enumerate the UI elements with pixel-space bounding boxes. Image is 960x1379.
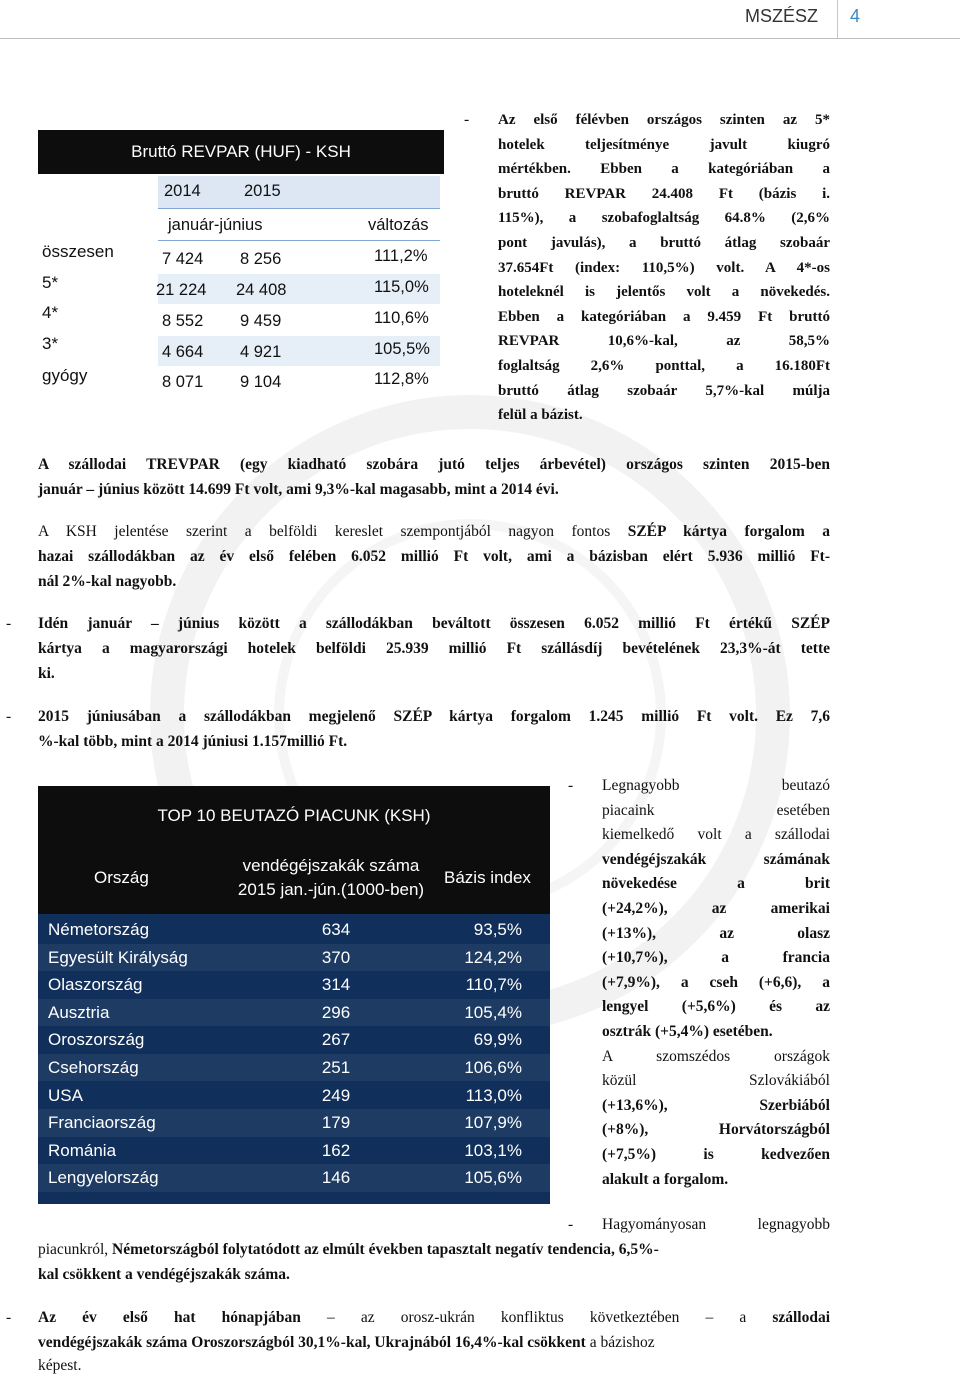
revpar-row-label: 4* [42, 303, 59, 322]
index-cell: 110,7% [465, 975, 522, 995]
russia-period-text: Az év első hat hónapjában [38, 1309, 301, 1326]
top10-markets-table [38, 786, 550, 1204]
index-cell: 124,2% [464, 947, 522, 967]
revpar-cell: 9 104 [240, 373, 282, 391]
szep-intro-text: A KSH jelentése szerint a belföldi kereslet szempontjából nagyon fontos [38, 523, 628, 540]
country-cell: Ausztria [48, 1002, 110, 1022]
markets-bullet-line: kiemelkedő volt a szállodai [602, 826, 830, 844]
markets-bullet-line: (+10,7%), a francia [602, 949, 830, 967]
bullet-dash: - [568, 777, 574, 794]
header-divider [837, 0, 838, 38]
nights-cell: 634 [321, 920, 351, 939]
page-number: 4 [849, 6, 860, 26]
top10-header-row [38, 848, 550, 914]
germany-highlight-text: Németországból folytatódott az elmúlt években tapasztalt negatív tendencia, 6,5%- [112, 1241, 659, 1258]
szep-bullet-2-line-2: %-kal több, mint a 2014 júniusi 1.157millió Ft. [38, 733, 348, 750]
index-cell: 106,6% [464, 1058, 522, 1077]
revpar-cell: 24 408 [236, 281, 287, 299]
top10-row [38, 916, 550, 943]
revpar-cell: 8 256 [240, 250, 282, 268]
top10-body [38, 914, 550, 1204]
revpar-row-label: 3* [42, 334, 59, 353]
revpar-cell: 4 664 [162, 343, 204, 361]
markets-bullet-line: vendégéjszakák számának [602, 850, 830, 868]
revpar-table-title: Bruttó REVPAR (HUF) - KSH [38, 130, 444, 174]
revpar-year-2015: 2015 [244, 182, 281, 200]
five-star-bullet-line: pont javulás), a bruttó átlag szobaár [498, 234, 830, 251]
index-cell: 93,5% [473, 920, 522, 939]
nights-cell: 249 [321, 1085, 351, 1105]
revpar-cell: 21 224 [156, 281, 207, 299]
markets-bullet-line: (+7,5%) is kedvezően [602, 1145, 830, 1163]
germany-bullet-line-3: kal csökkent a vendégéjszakák száma. [38, 1266, 290, 1283]
szep-paragraph-line-3: nál 2%-kal nagyobb. [38, 573, 177, 590]
top10-title: TOP 10 BEUTAZÓ PIACUNK (KSH) [157, 806, 431, 825]
russia-bullet-line-1 [38, 1306, 830, 1331]
szep-paragraph-line-1 [38, 520, 830, 545]
five-star-bullet-line: REVPAR 10,6%-kal, az 58,5% [498, 333, 830, 350]
revpar-year-2014: 2014 [164, 182, 201, 200]
markets-bullet-line: piacaink esetében [602, 801, 830, 819]
revpar-cell: 112,8% [374, 370, 429, 388]
top10-row [38, 971, 550, 998]
top10-row [38, 999, 550, 1026]
russia-hotel-text: szállodai [772, 1309, 831, 1326]
top10-row [38, 1026, 550, 1053]
revpar-change-label: változás [368, 216, 429, 234]
revpar-cell: 4 921 [240, 343, 282, 361]
markets-bullet-line: (+24,2%), az amerikai [602, 899, 830, 917]
index-cell: 113,0% [465, 1085, 522, 1105]
revpar-cell: 110,6% [374, 309, 429, 327]
five-star-bullet-line: felül a bázist. [498, 407, 583, 424]
nights-cell: 267 [321, 1030, 351, 1050]
markets-bullet-line: alakult a forgalom. [602, 1170, 729, 1188]
revpar-cell: 8 071 [162, 373, 204, 391]
five-star-bullet-line: bruttó REVPAR 24.408 Ft (bázis i. [498, 185, 830, 202]
markets-bullet-line: közül Szlovákiából [602, 1072, 830, 1090]
country-cell: Oroszország [48, 1030, 145, 1050]
header-title: MSZÉSZ [744, 6, 818, 26]
markets-bullet-line: növekedése a brit [602, 875, 830, 893]
russia-base-text: a bázishoz [585, 1334, 655, 1351]
five-star-bullet [498, 108, 830, 428]
five-star-bullet-line: foglaltság 2,6% ponttal, a 16.180Ft [498, 357, 830, 374]
five-star-bullet-line: hoteleknél is jelentős volt a növekedés. [498, 284, 830, 301]
nights-cell: 146 [321, 1168, 351, 1188]
five-star-bullet-line: Ebben a kategóriában a 9.459 Ft bruttó [498, 308, 830, 325]
country-cell: Csehország [48, 1058, 139, 1077]
revpar-row-label: 5* [42, 273, 59, 292]
bullet-dash: - [464, 111, 470, 128]
markets-bullet-line: A szomszédos országok [602, 1047, 830, 1065]
top10-row [38, 1054, 550, 1081]
revpar-table [38, 176, 444, 398]
top10-row [38, 1137, 550, 1164]
nights-cell: 314 [321, 975, 351, 995]
nights-cell: 251 [321, 1058, 351, 1077]
country-cell: Románia [48, 1140, 117, 1160]
markets-bullet-line: Legnagyobb beutazó [602, 777, 830, 794]
markets-bullet-line: (+8%), Horvátországból [602, 1121, 830, 1139]
markets-bullet [602, 774, 830, 1192]
szep-bullet-1-line-2: kártya a magyarországi hotelek belföldi 25.939 millió Ft szállásdíj bevételének 23,3%-át tette [38, 640, 830, 657]
markets-bullet-line: lengyel (+5,6%) és az [602, 998, 830, 1016]
index-cell: 103,1% [464, 1140, 522, 1160]
bullet-dash: - [6, 1309, 12, 1326]
bullet-dash: - [568, 1216, 574, 1233]
nights-cell: 179 [321, 1113, 351, 1133]
markets-bullet-line: (+13,6%), Szerbiából [602, 1096, 830, 1114]
five-star-bullet-line: bruttó átlag szobaár 5,7%-kal múlja [498, 382, 830, 399]
revpar-cell: 9 459 [240, 312, 282, 330]
index-cell: 105,6% [464, 1168, 522, 1188]
country-cell: Olaszország [48, 975, 143, 995]
country-cell: Franciaország [48, 1113, 156, 1133]
germany-intro-text: piacunkról, [38, 1241, 113, 1258]
germany-bullet-line-2 [38, 1238, 830, 1263]
szep-highlight-text: SZÉP kártya forgalom a [627, 523, 830, 540]
five-star-bullet-line: 37.654Ft (index: 110,5%) volt. A 4*-os [498, 259, 830, 276]
russia-decline-text: vendégéjszakák száma Oroszországból 30,1%-kal, Ukrajnából 16,4%-kal csökkent [38, 1334, 586, 1351]
revpar-divider [158, 208, 440, 209]
trevpar-line-1: A szállodai TREVPAR (egy kiadható szobára jutó teljes árbevétel) országos szinten 2015-ben [38, 456, 830, 473]
col-header-index: Bázis index [444, 868, 531, 887]
revpar-cell: 115,0% [374, 278, 429, 296]
revpar-cell: 8 552 [162, 312, 204, 330]
country-cell: Egyesült Királyság [48, 947, 188, 967]
nights-cell: 296 [321, 1002, 351, 1022]
country-cell: Lengyelország [48, 1168, 159, 1188]
szep-paragraph-line-2: hazai szállodákban az év első felében 6.052 millió Ft volt, ami a bázisban elért 5.936 millió Ft- [38, 548, 830, 565]
nights-cell: 162 [321, 1140, 351, 1160]
nights-cell: 370 [321, 947, 351, 967]
col-header-country: Ország [94, 868, 149, 887]
page-header [0, 0, 960, 39]
top10-row [38, 944, 550, 971]
szep-bullet-1-line-1: Idén január – június között a szállodákban beváltott összesen 6.052 millió Ft értékű SZÉP [38, 615, 830, 632]
country-cell: USA [48, 1085, 83, 1105]
bullet-dash: - [6, 615, 12, 632]
five-star-bullet-line: hotelek teljesítménye javult kiugró [498, 136, 830, 153]
revpar-row-label: összesen [42, 242, 114, 261]
five-star-bullet-line: mértékben. Ebben a kategóriában a [498, 161, 830, 178]
bullet-dash: - [6, 708, 12, 725]
top10-row [38, 1082, 550, 1109]
trevpar-line-2: január – június között 14.699 Ft volt, ami 9,3%-kal magasabb, mint a 2014 évi. [38, 481, 559, 498]
index-cell: 105,4% [464, 1002, 522, 1022]
revpar-cell: 7 424 [162, 250, 204, 268]
revpar-row-label: gyógy [42, 366, 88, 385]
revpar-period: január-június [168, 216, 263, 234]
top10-row [38, 1109, 550, 1136]
revpar-cell: 111,2% [374, 247, 428, 265]
five-star-bullet-line: Az első félévben országos szinten az 5* [498, 112, 830, 128]
col-header-nights: vendégéjszakák száma [242, 856, 420, 875]
germany-bullet-line-1: Hagyományosan legnagyobb [602, 1216, 830, 1233]
markets-bullet-line: (+7,9%), a cseh (+6,6), a [602, 973, 830, 991]
revpar-divider [158, 240, 440, 241]
country-cell: Németország [48, 920, 150, 939]
szep-bullet-1-line-3: ki. [38, 665, 55, 682]
russia-bullet-line-2 [38, 1331, 830, 1356]
russia-bullet-line-3: képest. [38, 1357, 82, 1374]
index-cell: 69,9% [473, 1030, 522, 1050]
revpar-cell: 105,5% [374, 340, 430, 358]
index-cell: 107,9% [464, 1113, 522, 1133]
col-header-nights-period: 2015 jan.-jún.(1000-ben) [237, 880, 425, 899]
five-star-bullet-line: 115%), a szobafoglaltság 64.8% (2,6% [498, 210, 830, 227]
szep-bullet-2-line-1: 2015 júniusában a szállodákban megjelenő SZÉP kártya forgalom 1.245 millió Ft volt. Ez 7,6 [38, 708, 830, 725]
russia-conflict-text: – az orosz-ukrán konfliktus következtében – a [300, 1309, 773, 1326]
markets-bullet-line: (+13%), az olasz [602, 924, 830, 942]
markets-bullet-line: osztrák (+5,4%) esetében. [602, 1022, 773, 1040]
top10-row [38, 1164, 550, 1191]
